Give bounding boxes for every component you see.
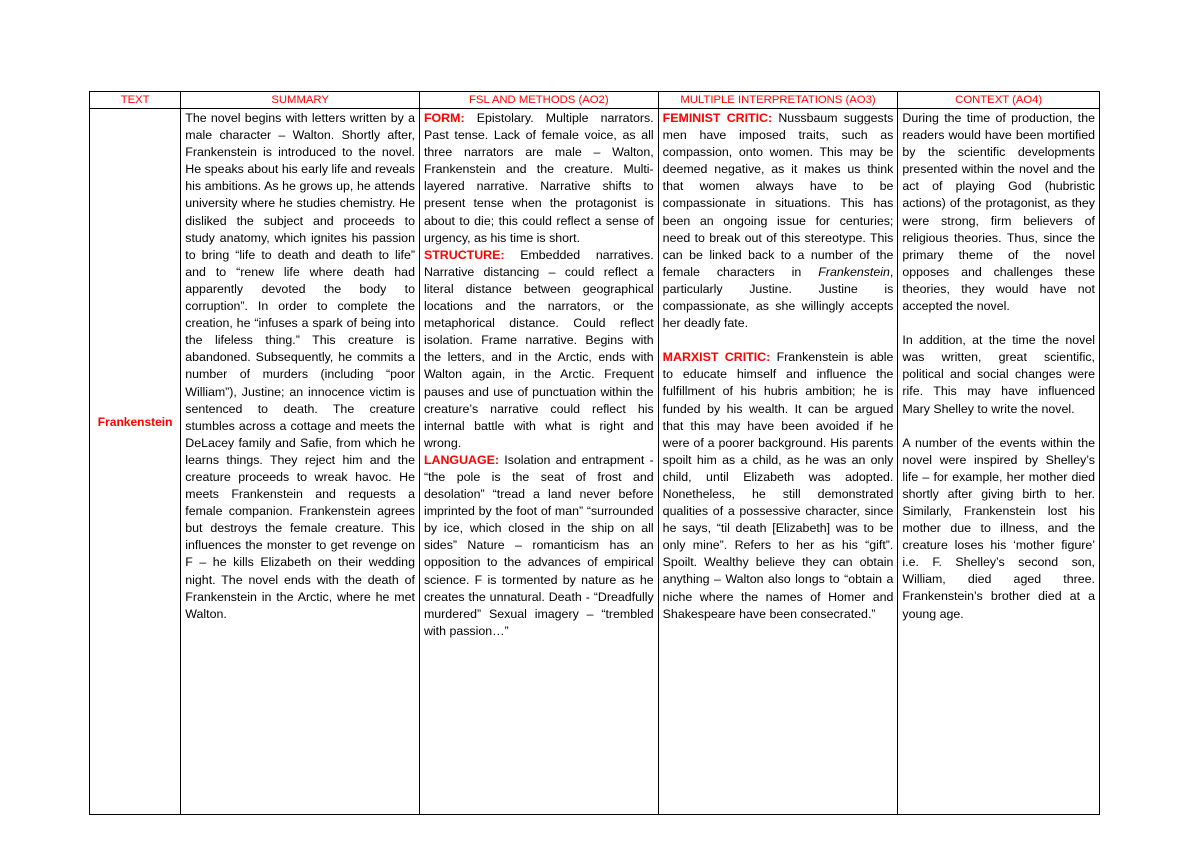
context-paragraph-2: In addition, at the time the novel was written, great scientific, political and social changes were rife. This may have influenced Mary Shelley to write the novel. xyxy=(902,333,1095,416)
header-summary: SUMMARY xyxy=(181,92,420,109)
header-text: TEXT xyxy=(90,92,181,109)
marxist-critic-text: Frankenstein is able to educate himself and influence the fulfillment of his hubris ambition; he is funded by his wealth. It can be argued that this may have been avoided if he were of a poorer background. His parents spoilt him as a child, as he was an only child, until Elizabeth was adopted. Nonetheless, he still demonstrated qualities of a possessive character, since he says, “til death [Elizabeth] was to be only mine”. Refers to her as his “gift”. Spoilt. Wealthy believe they can obtain anything – Walton also longs to “obtain a niche where the names of Homer and Shakespeare have been consecrated.” xyxy=(662,350,894,621)
summary-cell xyxy=(181,109,420,815)
context-paragraph-3: A number of the events within the novel were inspired by Shelley’s life – for example, her mother died shortly after giving birth to her. Similarly, Frankenstein lost his mother due to illness, and the creature loses his ‘mother figure’ i.e. F. Shelley’s second son, William, died aged three. Frankenstein’s brother died at a young age. xyxy=(902,435,1095,621)
structure-label: STRUCTURE: xyxy=(423,247,505,262)
table-row xyxy=(90,109,1100,815)
language-text: Isolation and entrapment - “the pole is the seat of frost and desolation” “tread a land never before imprinted by the foot of man” “surrounded by ice, which closed in the ship on all sides” Nature – romanticism has an opposition to the advances of empirical science. F is tormented by nature as he creates the unnatural. Death - “Dreadfully murdered” Sexual imagery – “trembled with passion…” xyxy=(423,452,654,638)
header-fsl-methods: FSL AND METHODS (AO2) xyxy=(419,92,658,109)
context-cell xyxy=(898,109,1100,815)
context-paragraph-1: During the time of production, the readers would have been mortified by the scientific developments presented within the novel and the act of playing God (hubristic actions) of the protagonist, as they were strong, firm believers of religious theories. Thus, since the primary theme of the novel opposes and challenges these theories, they would have not accepted the novel. xyxy=(902,111,1095,314)
header-row xyxy=(90,92,1100,109)
feminist-critic-text-end: , particularly Justine. Justine is compassionate, as she willingly accepts her deadly fate. xyxy=(662,264,894,331)
form-label: FORM: xyxy=(423,111,465,125)
structure-text: Embedded narratives. Narrative distancing – could reflect a literal distance between geographical locations and the narrators, or the metaphorical distance. Could reflect isolation. Frame narrative. Begins with the letters, and in the Arctic, ends with Walton again, in the Arctic. Frequent pauses and use of punctuation within the creature’s narrative could reflect his internal battle with what is right and wrong. xyxy=(423,247,654,450)
summary-text: The novel begins with letters written by a male character – Walton. Shortly after, Frankenstein is introduced to the novel. He speaks about his early life and reveals his ambitions. As he grows up, he attends university where he studies chemistry. He disliked the subject and proceeds to study anatomy, which ignites his passion to bring “life to death and death to life” and to “renew life where death had apparently devoted the body to corruption”. In order to complete the creation, he “infuses a spark of being into the lifeless thing.” This creature is abandoned. Subsequently, he commits a number of murders (including “poor William”), Justine; an innocence victim is sentenced to death. The creature stumbles across a cottage and meets the DeLacey family and Safie, from which he learns things. They reject him and the creature proceeds to wreak havoc. He meets Frankenstein and requests a female companion. Frankenstein agrees but destroys the female creature. This influences the monster to get revenge on F – he kills Elizabeth on their wedding night. The novel ends with the death of Frankenstein in the Arctic, where he met Walton. xyxy=(185,111,415,621)
study-table xyxy=(89,91,1100,815)
text-title-cell xyxy=(90,109,181,815)
paragraph-gap xyxy=(902,418,1095,435)
header-multiple-interpretations: MULTIPLE INTERPRETATIONS (AO3) xyxy=(658,92,898,109)
feminist-critic-label: FEMINIST CRITIC: xyxy=(662,111,773,125)
language-label: LANGUAGE: xyxy=(423,452,499,467)
header-context: CONTEXT (AO4) xyxy=(898,92,1100,109)
interpretations-cell xyxy=(658,109,898,815)
text-title: Frankenstein xyxy=(97,415,173,429)
paragraph-gap xyxy=(902,315,1095,332)
form-text: Epistolary. Multiple narrators. Past tense. Lack of female voice, as all three narrators are male – Walton, Frankenstein and the creature. Multi-layered narrative. Narrative shifts to present tense when the protagonist is about to die; this could reflect a sense of urgency, as his time is short. xyxy=(423,111,654,245)
feminist-critic-text: Nussbaum suggests men have imposed traits, such as compassion, onto women. This may be deemed negative, as it makes us think that women always have to be compassionate in situations. This has been an ongoing issue for centuries; need to break out of this stereotype. This can be linked back to a number of the female characters in xyxy=(662,111,894,279)
marxist-critic-label: MARXIST CRITIC: xyxy=(662,350,771,365)
fsl-cell xyxy=(419,109,658,815)
paragraph-gap xyxy=(663,332,894,349)
feminist-novel-title: Frankenstein xyxy=(818,264,890,279)
